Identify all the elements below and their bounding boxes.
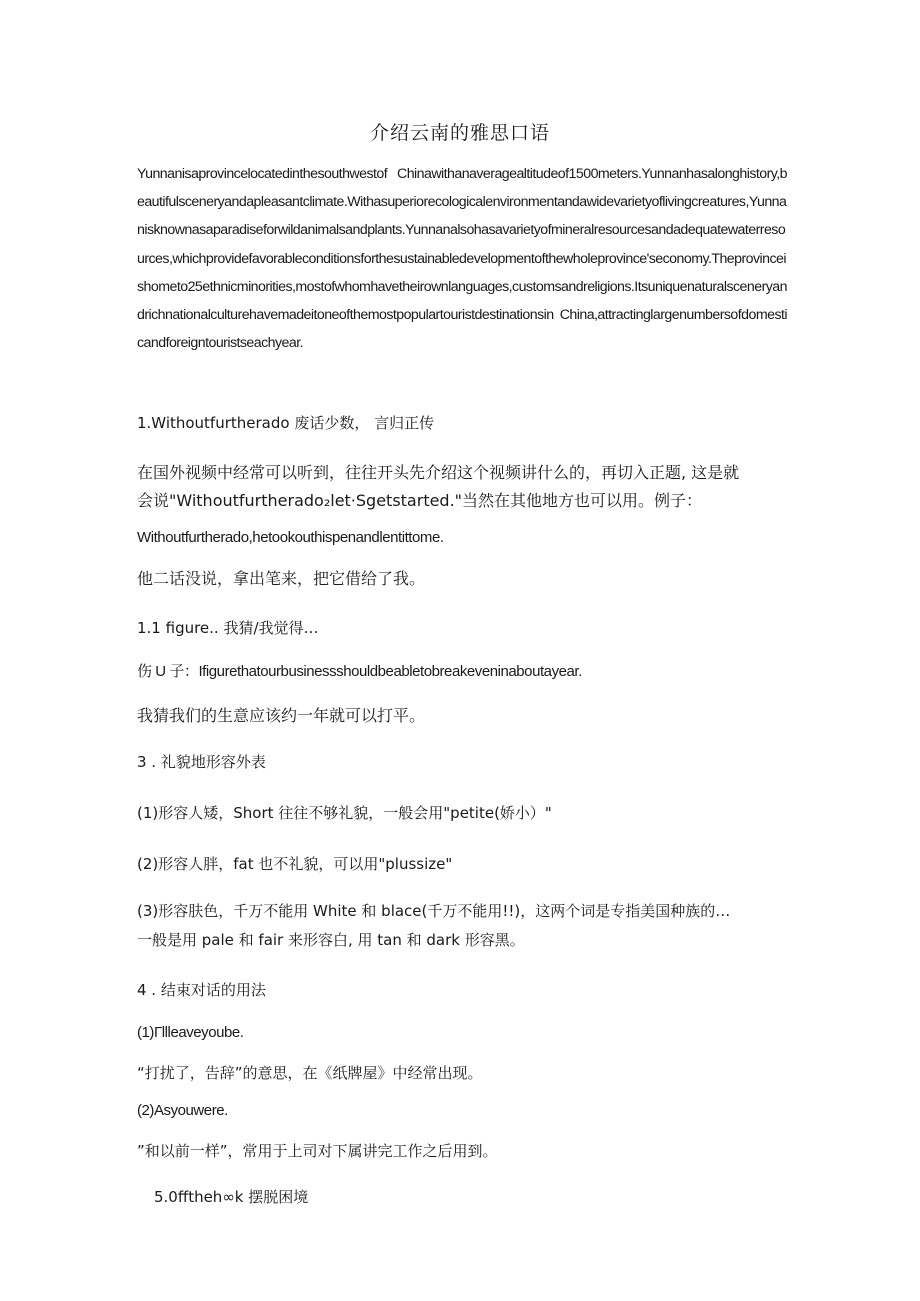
- section-3-item-2: (2)形容人胖，fat 也不礼貌，可以用"plussize": [137, 855, 453, 873]
- section-2-translation: 我猜我们的生意应该约一年就可以打平。: [137, 706, 426, 725]
- intro-paragraph: Yunnanisaprovincelocatedinthesouthwestof Chinawithanaveragealtitudeof1500meters.Yunnanhasalonghistory,beautifulsceneryandapleasantclimate.Withasuperiorecologicalenvironmentandawidevarietyoflivingcreatures,Yunnanisknownasaparadiseforwildanimalsandplants.Yunnanalsohasavarietyofmineralresourcesandadequatewaterresources,whichprovidefavorableconditionsforthesustainabledevelopmentofthewholeprovince'seconomy.Theprovinceishometo25ethnicminorities,mostofwhomhavetheirownlanguages,customsandreligions.Itsuniquenaturalsceneryandrichnationalculturehavemadeitoneofthemostpopulartouristdestinationsin China,attractinglargenumbersofdomesticandforeigntouristseachyear.: [137, 166, 787, 352]
- section-1-text-line-2: 会说"Withoutfurtherado₂let·Sgetstarted."当然在其他地方也可以用。例子：: [137, 491, 703, 510]
- section-1-translation: 他二话没说，拿出笔来，把它借给了我。: [137, 569, 426, 588]
- section-4-heading: 4 . 结束对话的用法: [137, 981, 266, 999]
- section-3-item-1: (1)形容人矮，Short 往往不够礼貌，一般会用"petite(娇小）": [137, 804, 552, 822]
- section-4-item-2-note: ”和以前一样”，常用于上司对下属讲完工作之后用到。: [137, 1142, 498, 1160]
- section-1-text-line-1: 在国外视频中经常可以听到，往往开头先介绍这个视频讲什么的，再切入正题, 这是就: [137, 463, 740, 482]
- section-4-item-1: (1)Γllleaveyoube.: [137, 1024, 244, 1041]
- section-4-item-2: (2)Asyouwere.: [137, 1102, 228, 1119]
- section-1-example: Withoutfurtherado,hetookouthispenandlentittome.: [137, 529, 444, 546]
- section-3-item-3-line-2: 一般是用 pale 和 fair 来形容白, 用 tan 和 dark 形容黑。: [137, 931, 525, 949]
- section-5-heading: 5.0fftheh∞k 摆脱困境: [154, 1188, 309, 1206]
- section-2-example: 伤 U 子：Ifigurethatourbusinessshouldbeabletobreakeveninaboutayear.: [137, 663, 582, 680]
- document-title: 介绍云南的雅思口语: [369, 122, 550, 144]
- section-1-heading: 1.Withoutfurtherado 废话少数， 言归正传: [137, 414, 435, 432]
- section-3-heading: 3 . 礼貌地形容外表: [137, 753, 266, 771]
- section-4-item-1-note: “打扰了，告辞”的意思，在《纸牌屋》中经常出现。: [137, 1064, 483, 1082]
- section-2-heading: 1.1 figure.. 我猜/我觉得…: [137, 619, 319, 637]
- section-3-item-3-line-1: (3)形容肤色，千万不能用 White 和 blace(千万不能用!!)，这两个词是专指美国种族的…: [137, 902, 731, 920]
